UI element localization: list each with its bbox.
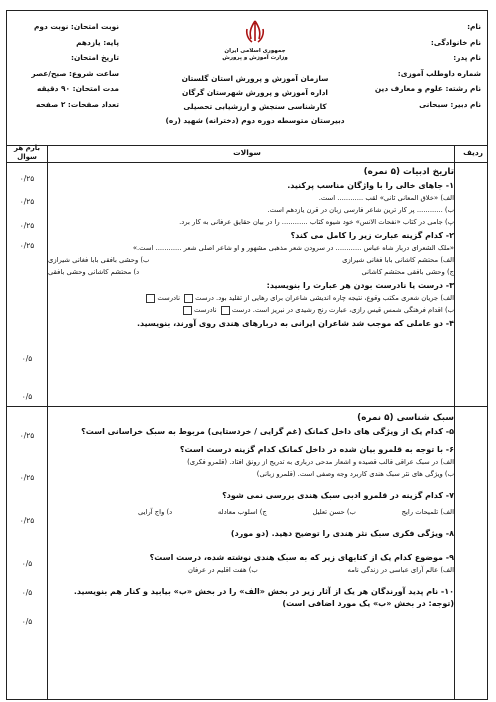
score-q1b: ۰/۲۵ (19, 197, 35, 206)
true-checkbox[interactable] (184, 294, 193, 303)
q2-option-d: د) محتشم کاشانی وحشی بافقی (48, 268, 140, 276)
score-q4: ۰/۵ (21, 392, 33, 401)
school-info (157, 19, 353, 128)
false-label: نادرست (194, 306, 217, 314)
q2-option-c: ج) وحشی بافقی محتشم کاشانی (361, 268, 454, 276)
major-field: نام رشته: علوم و معارف دین (374, 84, 481, 94)
question-6: ۶- با توجه به قلمرو بیان شده در داخل کمانک کدام گزینه درست است؟ (179, 445, 454, 454)
false-checkbox[interactable] (146, 294, 155, 303)
father-field: نام پدر: (453, 53, 481, 63)
org-line-2: اداره آموزش و پرورش شهرستان گرگان (182, 88, 328, 97)
score-q7: ۰/۲۵ (19, 516, 35, 525)
score-header: بارم هر سوال (13, 144, 41, 161)
score-q9: ۰/۵ (21, 588, 33, 597)
q7-options (48, 506, 454, 518)
q2-options-row1 (48, 254, 454, 266)
question-8: ۸- ویژگی فکری سبک نثر هندی را توضیح دهید. (دو مورد) (230, 529, 454, 538)
question-2: ۲- کدام گزینه عبارت زیر را کامل می کند؟ (290, 231, 454, 240)
question-5: ۵- کدام یک از ویژگی های داخل کمانک (غم گرایی / خردستایی) مربوط به سبک خراسانی است؟ (81, 427, 454, 436)
exam-duration: مدت امتحان: ۹۰ دقیقه (37, 84, 119, 94)
name-field: نام: (467, 22, 481, 31)
teacher-field: نام دبیر: سبحانی (419, 99, 481, 109)
question-9: ۹- موضوع کدام یک از کتابهای زیر که به سبک هندی نوشته شده، درست است؟ (149, 553, 454, 562)
score-q1a: ۰/۲۵ (19, 174, 35, 183)
score-q1c: ۰/۲۵ (19, 221, 35, 230)
radif-header: ردیف (463, 148, 483, 157)
true-label: درست (195, 294, 214, 302)
section-literature-history (48, 167, 454, 330)
q7-option-b: ب) حسن تعلیل (312, 508, 356, 516)
family-field: نام خانوادگی: (430, 37, 481, 47)
q3-b: ب) اقدام فرهنگی شمس قیس رازی، عبارت رنج رشیدی در نبریز است. (252, 306, 454, 314)
exam-session: نوبت امتحان: نوبت دوم (33, 22, 119, 31)
section-title: سبک شناسی (۵ نمره) (357, 413, 454, 423)
score-q6: ۰/۲۵ (19, 473, 35, 482)
question-4: ۴- دو عاملی که موجب شد شاعران ایرانی به دربارهای هندی روی آورند، بنویسید. (137, 319, 454, 328)
q6-a: الف) در سبک عراقی قالب قصیده و اشعار مدحی درباری به تدریج از رونق افتاد. (قلمرو فکری) (187, 458, 454, 466)
q1-c: پ) جامی در کتاب «نفحات الانس» خود شیوه کتاب ............ را در بیان حقایق عرفانی به کار برد. (179, 218, 454, 226)
start-time: ساعت شروع: صبح/عصر (31, 68, 119, 78)
q2-option-b: ب) وحشی بافقی بابا فغانی شیرازی (48, 256, 150, 264)
grade: پایه: یازدهم (76, 37, 119, 47)
section-stylistics (48, 413, 454, 610)
score-q5: ۰/۲۵ (19, 431, 35, 440)
score-q3: ۰/۵ (21, 354, 33, 363)
exam-info (15, 19, 119, 113)
exam-header (7, 11, 487, 146)
true-checkbox[interactable] (221, 306, 230, 315)
ministry-label: جمهوری اسلامی ایران وزارت آموزش و پرورش (222, 48, 288, 61)
true-label: درست (231, 306, 251, 314)
q3-a-row (48, 292, 454, 304)
table-header (7, 145, 487, 163)
question-1: ۱- جاهای خالی را با واژگان مناسب پرکنید. (287, 181, 454, 190)
score-q2: ۰/۲۵ (19, 241, 35, 250)
student-number-field: شماره داوطلب آموزی: (397, 68, 481, 78)
q2-options-row2 (48, 266, 454, 278)
score-q10: ۰/۵ (21, 617, 33, 626)
org-line-3: کارشناسی سنجش و ارزشیابی تحصیلی (183, 102, 327, 111)
q7-option-a: الف) تلمیحات رایج (401, 508, 454, 516)
q2-text: «ملک الشعرای دربار شاه عباس ............ در سرودن شعر مذهبی مشهور و او شاعر اصلی شعر ............ است.» (132, 244, 454, 252)
q6-b: ب) ویژگی های نثر سبک هندی کاربرد وجه وصفی است. (قلمرو زبانی) (256, 470, 454, 478)
question-3: ۳- درست یا نادرست بودن هر عبارت را بنویسید: (266, 281, 454, 290)
q3-b-row (48, 304, 454, 316)
false-label: نادرست (157, 294, 180, 302)
q1-b: ب) ............ پر کار ترین شاعر فارسی زبان در قرن یازدهم است. (267, 206, 454, 214)
q10-note: (توجه: در بخش «ب» یک مورد اضافی است) (282, 599, 454, 608)
q7-option-d: د) واج آرایی (138, 508, 173, 516)
q9-option-a: الف) عالم آرای عباسی در زندگی نامه (347, 566, 454, 574)
section-divider (7, 406, 487, 407)
q2-option-a: الف) محتشم کاشانی بابا فغانی شیرازی (342, 256, 454, 264)
questions-header: سوالات (233, 148, 261, 157)
question-10: ۱۰- نام پدید آورندگان هر یک از آثار زیر در بخش «الف» را در بخش «ب» بیابید و کنار هم بنویسید. (73, 587, 454, 596)
q9-option-b: ب) هفت اقلیم در عرفان (188, 566, 258, 574)
q1-a: الف) «خلاق المعانی ثانی» لقب ............ است. (318, 194, 454, 202)
question-7: ۷- کدام گزینه در قلمرو ادبی سبک هندی بررسی نمی شود؟ (222, 491, 454, 500)
student-info (361, 19, 481, 113)
iran-emblem-icon (238, 19, 272, 47)
org-line-1: سازمان آموزش و پرورش استان گلستان (181, 74, 329, 83)
score-q8: ۰/۵ (21, 559, 33, 568)
school-line: دبیرستان متوسطه دوره دوم (دخترانه) شهید (ره) (165, 116, 345, 125)
false-checkbox[interactable] (183, 306, 192, 315)
exam-date: تاریخ امتحان: (71, 53, 119, 63)
radif-column-divider (454, 145, 455, 699)
page-count: تعداد صفحات: ۲ صفحه (36, 99, 119, 109)
section-title: تاریخ ادبیات (۵ نمره) (363, 167, 454, 177)
q3-a: الف) جریان شعری مکتب وقوع، نتیجه چاره اندیشی شاعران برای رهایی از تقلید بود. (216, 294, 454, 302)
q9-options (48, 564, 454, 576)
q7-option-c: ج) اسلوب معادله (217, 508, 267, 516)
exam-page (6, 10, 488, 700)
